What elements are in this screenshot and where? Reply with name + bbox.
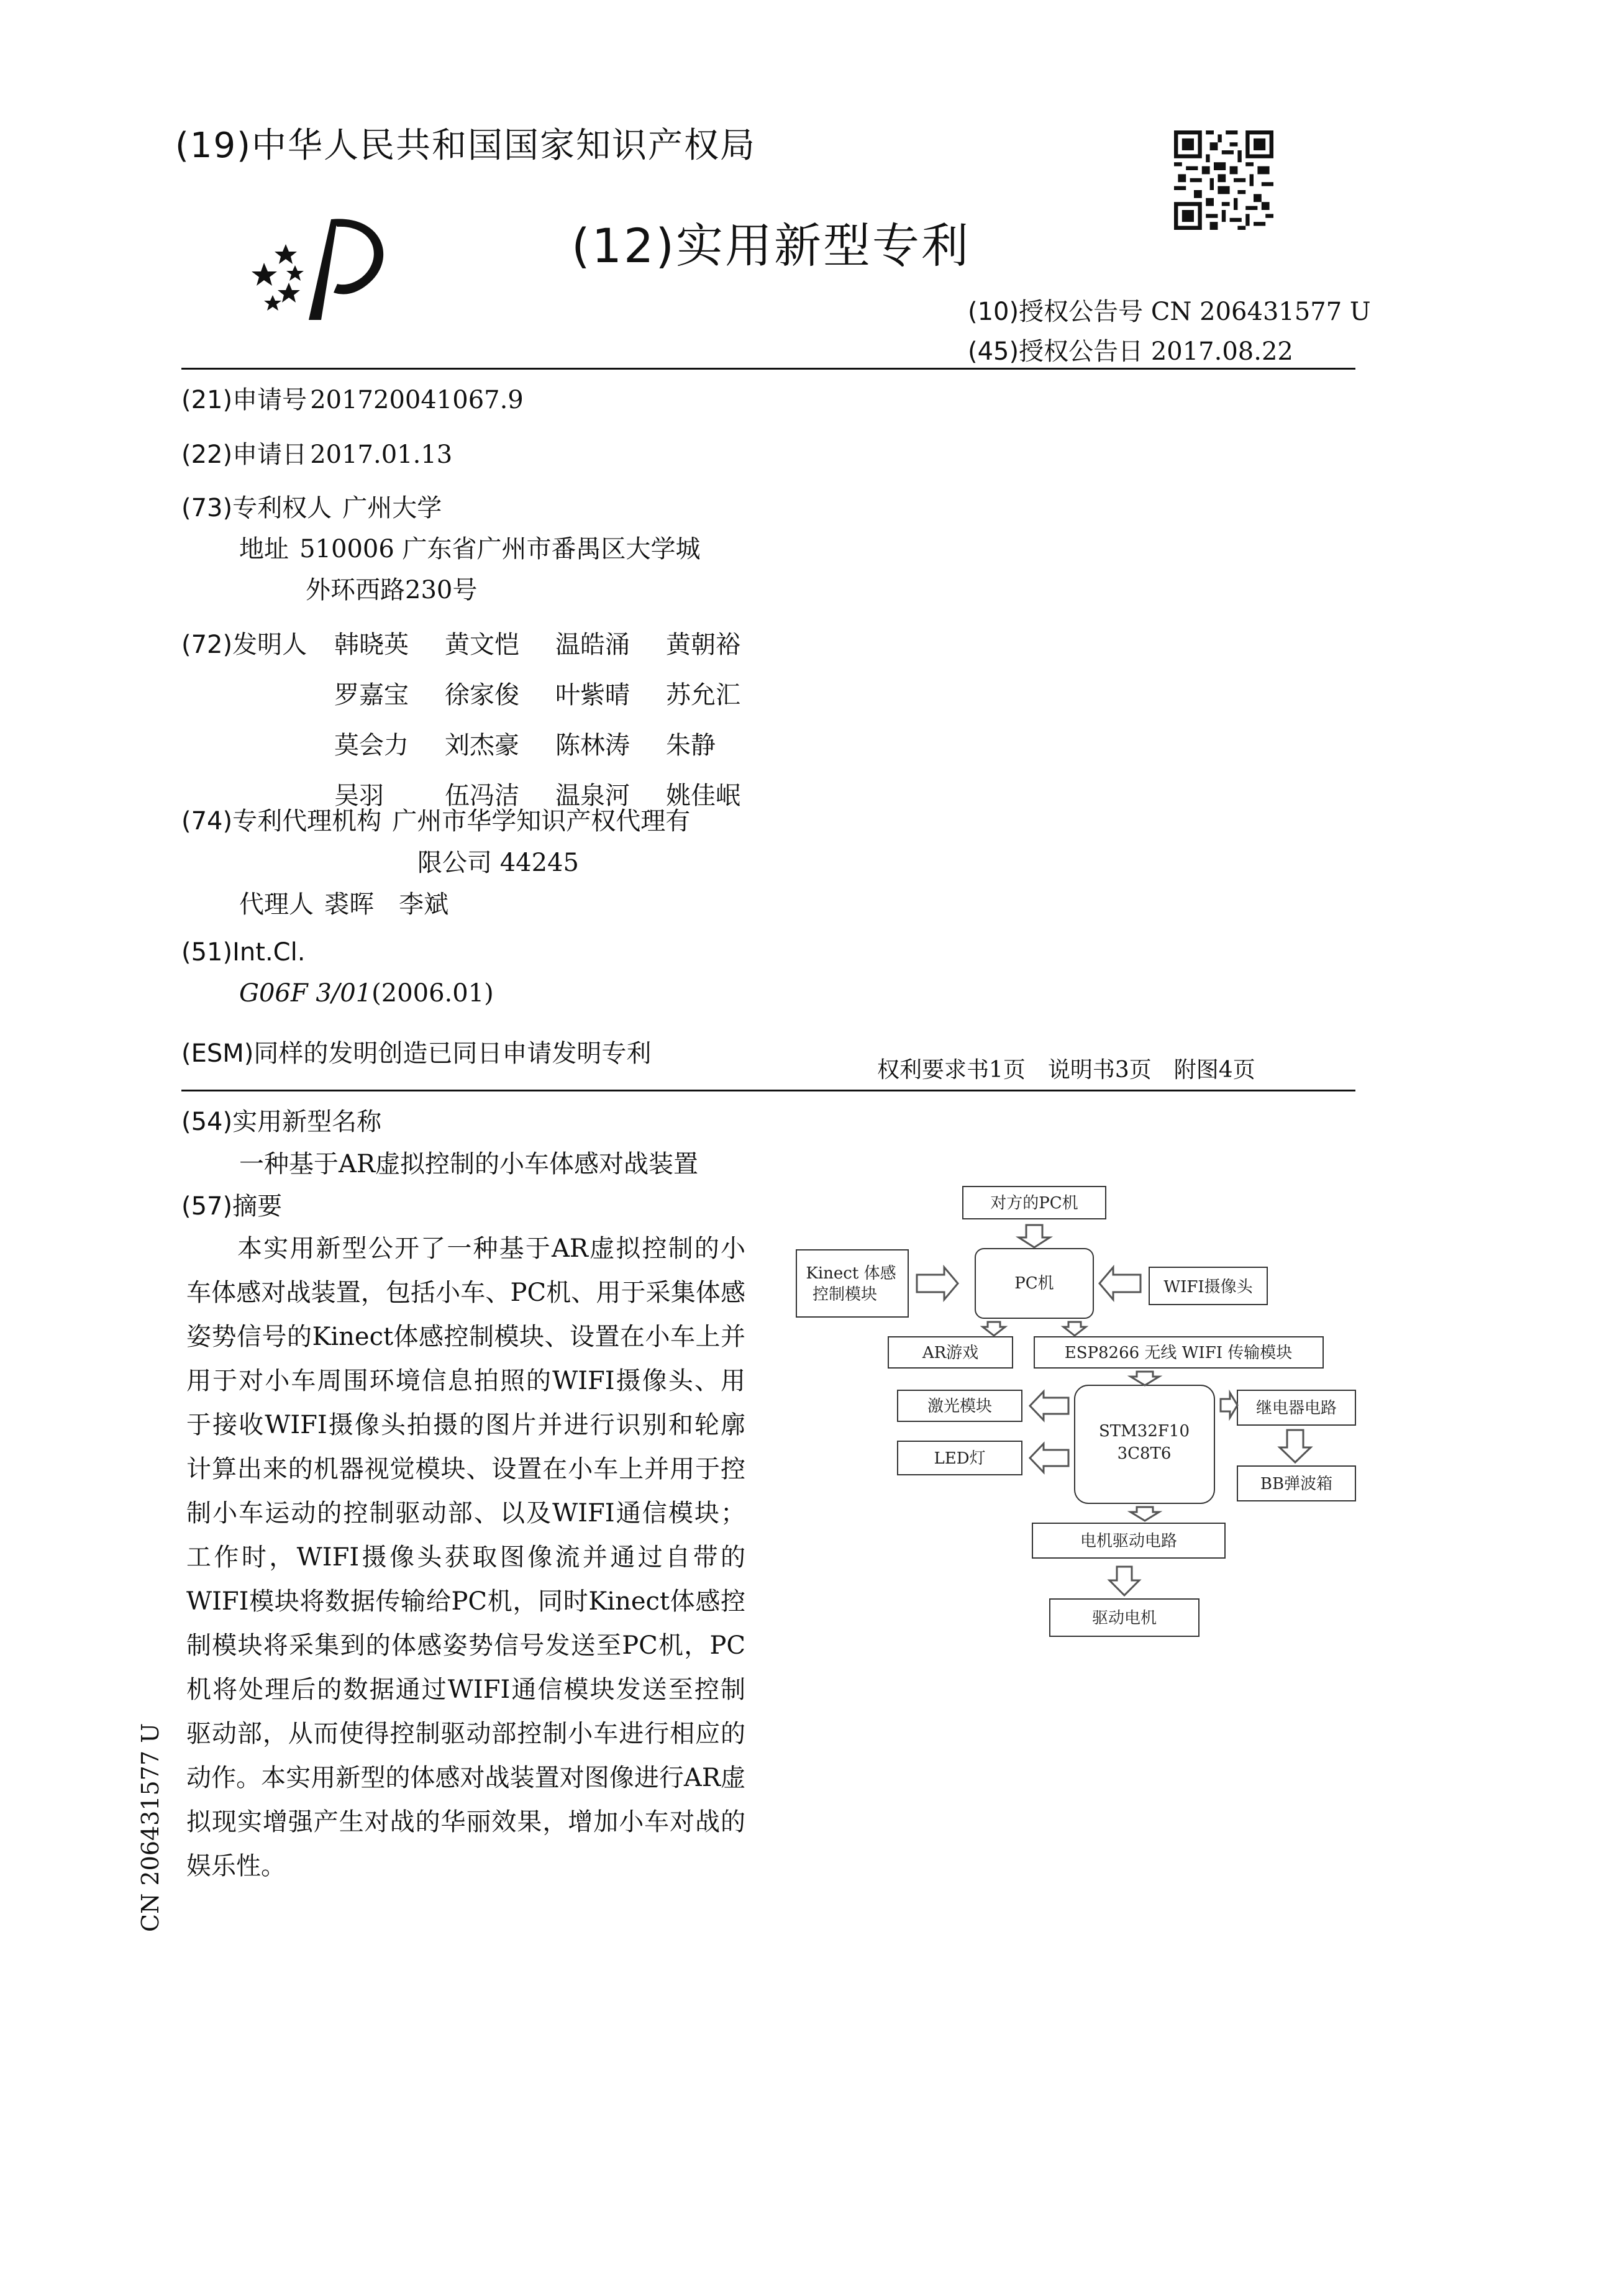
wifi-camera-box: WIFI摄像头 — [1163, 1278, 1253, 1296]
qr-code-icon — [1174, 130, 1273, 230]
agency-line-2: 限公司 44245 — [417, 849, 579, 877]
address-line-1: 510006 广东省广州市番禺区大学城 — [299, 535, 701, 563]
inventor-name: 徐家俊 — [445, 681, 519, 709]
int-cl-date: (2006.01) — [371, 979, 494, 1008]
inventor-name: 韩晓英 — [334, 631, 409, 659]
kinect-box-line-2: 控制模块 — [812, 1285, 878, 1304]
side-publication-number: CN 206431577 U — [137, 1723, 164, 1932]
inventor-name: 温泉河 — [555, 781, 630, 810]
inventor-name: 姚佳岷 — [666, 781, 740, 810]
inventors-list — [334, 625, 757, 811]
application-number: 201720041067.9 — [310, 386, 524, 414]
inventor-name: 陈林涛 — [555, 731, 630, 760]
page-count: 权利要求书1页 说明书3页 附图4页 — [877, 1057, 1255, 1083]
opponent-pc-box: 对方的PC机 — [990, 1194, 1078, 1213]
utility-model-title: 一种基于AR虚拟控制的小车体感对战装置 — [239, 1150, 699, 1178]
agent-label: 代理人 — [239, 890, 314, 919]
mcu-box: STM32F10 — [1099, 1422, 1190, 1441]
motor-driver-box: 电机驱动电路 — [1080, 1532, 1178, 1551]
led-box: LED灯 — [934, 1449, 986, 1468]
inventor-name: 罗嘉宝 — [334, 681, 409, 709]
system-block-diagram — [795, 1180, 1367, 1727]
inventor-name: 黄文恺 — [445, 631, 519, 659]
kinect-box: Kinect 体感 — [806, 1264, 896, 1283]
abstract-label: (57)摘要 — [181, 1192, 283, 1221]
relay-box: 继电器电路 — [1255, 1399, 1337, 1418]
abstract-text: 本实用新型公开了一种基于AR虚拟控制的小车体感对战装置，包括小车、PC机、用于采集体感姿势信号的Kinect体感控制模块、设置在小车上并用于对小车周围环境信息拍照的WIFI摄像头、用于接收WIFI摄像头拍摄的图片并进行识别和轮廓计算出来的机器视觉模块、设置在小车上并用于控制小车运动的控制驱动部、以及WIFI通信模块；工作时，WIFI摄像头获取图像流并通过自带的WIFI模块将数据传输给PC机，同时Kinect体感控制模块将采集到的体感姿势信号发送至PC机，PC机将处理后的数据通过WIFI通信模块发送至控制驱动部，从而使得控制驱动部控制小车进行相应的动作。本实用新型的体感对战装置对图像进行AR虚拟现实增强产生对战的华丽效果，增加小车对战的娱乐性。 — [186, 1234, 745, 1880]
biblio-divider — [181, 1090, 1355, 1091]
publication-date: 2017.08.22 — [1150, 337, 1293, 366]
office-name: (19)中华人民共和国国家知识产权局 — [175, 125, 756, 166]
inventor-name: 苏允汇 — [666, 681, 740, 709]
inventor-name: 吴羽 — [334, 781, 384, 810]
publication-number-label: (10)授权公告号 — [968, 298, 1144, 326]
cnipa-logo-icon — [252, 214, 401, 326]
patentee: 广州大学 — [342, 494, 442, 522]
inventor-name: 莫会力 — [334, 731, 409, 760]
bb-launcher-box: BB弹波箱 — [1260, 1475, 1333, 1493]
agency-label: (74)专利代理机构 — [181, 807, 382, 836]
document-type: (12)实用新型专利 — [571, 218, 971, 273]
address-line-2: 外环西路230号 — [306, 576, 478, 604]
address-label: 地址 — [239, 535, 289, 563]
publication-number: CN 206431577 U — [1150, 298, 1371, 326]
inventor-name: 伍冯洁 — [445, 781, 519, 810]
inventor-name: 叶紫晴 — [555, 681, 630, 709]
laser-box: 激光模块 — [927, 1397, 993, 1416]
inventors-label: (72)发明人 — [181, 631, 307, 659]
int-cl-code: G06F 3/01 — [239, 979, 372, 1008]
esp8266-box: ESP8266 无线 WIFI 传输模块 — [1064, 1344, 1293, 1362]
inventor-name: 刘杰豪 — [445, 731, 519, 760]
inventor-name: 黄朝裕 — [666, 631, 740, 659]
agents: 裘晖 李斌 — [324, 890, 449, 919]
inventor-name: 朱静 — [666, 731, 716, 760]
agency-line-1: 广州市华学知识产权代理有 — [392, 807, 691, 836]
drive-motor-box: 驱动电机 — [1091, 1609, 1157, 1628]
int-cl-label: (51)Int.Cl. — [181, 938, 306, 967]
application-number-label: (21)申请号 — [181, 386, 307, 414]
application-date-label: (22)申请日 — [181, 440, 307, 469]
publication-date-label: (45)授权公告日 — [968, 337, 1144, 366]
patentee-label: (73)专利权人 — [181, 494, 332, 522]
utility-model-title-label: (54)实用新型名称 — [181, 1108, 382, 1136]
application-date: 2017.01.13 — [310, 440, 453, 469]
header-divider — [181, 368, 1355, 370]
inventor-name: 温皓涌 — [555, 631, 630, 659]
ar-game-box: AR游戏 — [922, 1344, 979, 1362]
mcu-box-line-2: 3C8T6 — [1117, 1444, 1172, 1463]
pc-box: PC机 — [1014, 1274, 1054, 1293]
esm-note: (ESM)同样的发明创造已同日申请发明专利 — [181, 1039, 652, 1068]
